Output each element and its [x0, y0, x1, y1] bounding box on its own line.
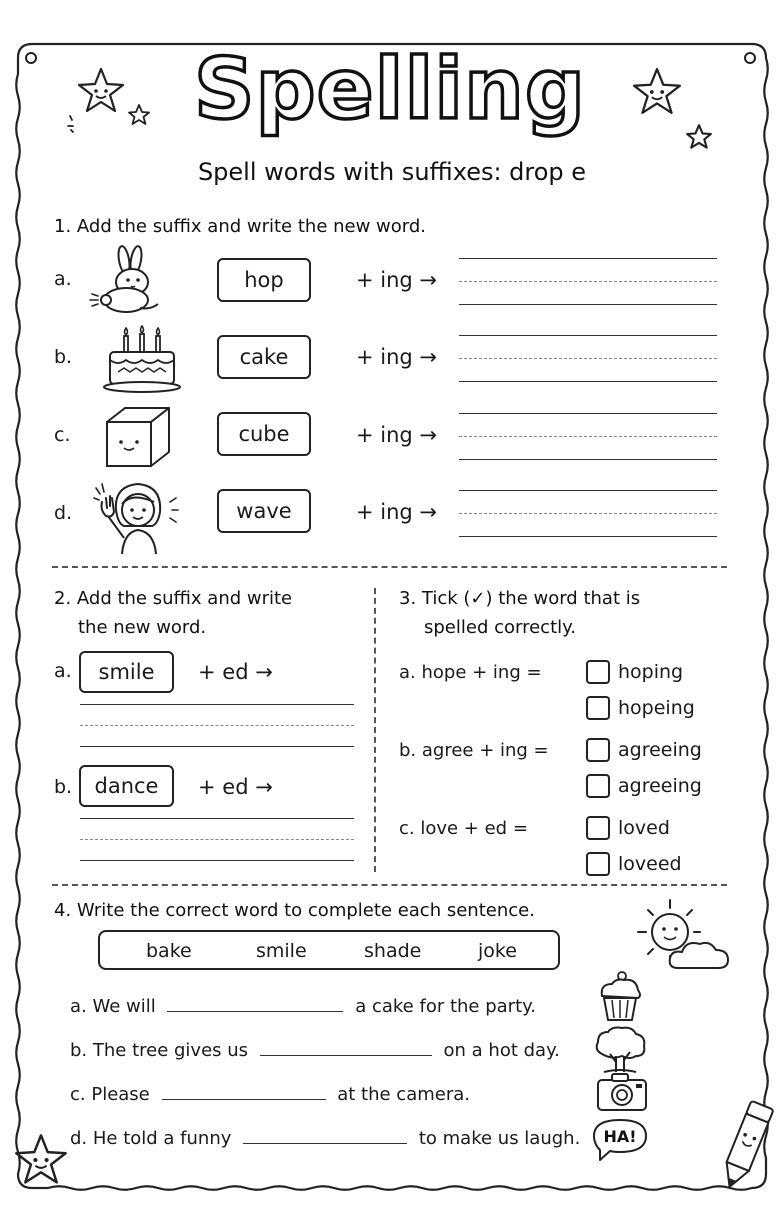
sentence-start: c. Please — [70, 1084, 150, 1105]
word-box: cube — [217, 412, 311, 456]
section2-heading: 2. Add the suffix and write — [54, 588, 293, 609]
sentence — [70, 1126, 580, 1149]
sentence-end: a cake for the party. — [355, 996, 536, 1017]
suffix-label: + ing → — [356, 500, 438, 524]
sentence-end: at the camera. — [337, 1084, 470, 1105]
suffix-label: + ed → — [198, 775, 273, 799]
answer-line[interactable] — [459, 459, 717, 460]
smiling-star-icon — [12, 1132, 70, 1188]
section1-heading: 1. Add the suffix and write the new word. — [54, 216, 427, 237]
word-bank-item: shade — [364, 940, 422, 962]
ha-bubble-icon — [592, 1116, 650, 1162]
column-divider — [374, 588, 376, 872]
writing-line-mid — [459, 358, 717, 359]
tick-option: loved — [618, 817, 670, 839]
word-box: hop — [217, 258, 311, 302]
pin-hole-icon — [745, 53, 755, 63]
sun-cloud-icon — [630, 896, 732, 976]
writing-line-top — [459, 335, 717, 336]
cube-icon — [103, 404, 173, 470]
section4-heading: 4. Write the correct word to complete each sentence. — [54, 900, 535, 921]
tree-icon — [592, 1024, 648, 1076]
cupcake-icon — [598, 970, 642, 1022]
sentence-start: b. The tree gives us — [70, 1040, 249, 1061]
section-divider — [52, 884, 727, 886]
writing-line-mid — [459, 281, 717, 282]
writing-line-mid — [459, 513, 717, 514]
star-icon — [686, 124, 712, 150]
cake-icon — [102, 326, 182, 394]
bunny-icon — [88, 244, 172, 316]
sentence — [70, 1082, 470, 1105]
item-letter: d. — [54, 502, 73, 524]
answer-blank[interactable] — [260, 1038, 432, 1056]
answer-line[interactable] — [459, 304, 717, 305]
suffix-label: + ing → — [356, 423, 438, 447]
answer-line[interactable] — [80, 860, 354, 861]
sentence — [70, 994, 536, 1017]
tick-prompt: a. hope + ing = — [399, 662, 542, 683]
sentence-end: on a hot day. — [443, 1040, 560, 1061]
smiling-star-icon — [76, 66, 126, 116]
section2-heading-cont: the new word. — [78, 617, 207, 638]
ha-text: HA! — [603, 1127, 637, 1146]
tick-checkbox[interactable] — [586, 738, 610, 762]
writing-line-top — [459, 490, 717, 491]
section3-heading-cont: spelled correctly. — [424, 617, 576, 638]
writing-line-top — [80, 704, 354, 705]
answer-line[interactable] — [459, 536, 717, 537]
page-title: Spelling — [194, 40, 586, 138]
item-letter: c. — [54, 424, 71, 446]
sentence-end: to make us laugh. — [418, 1128, 581, 1149]
answer-line[interactable] — [80, 746, 354, 747]
tick-option: hoping — [618, 661, 684, 683]
suffix-label: + ing → — [356, 345, 438, 369]
word-bank-item: joke — [478, 940, 517, 962]
writing-line-mid — [80, 725, 354, 726]
tick-checkbox[interactable] — [586, 852, 610, 876]
waving-girl-icon — [92, 476, 182, 556]
tick-option: hopeing — [618, 697, 695, 719]
writing-line-top — [80, 818, 354, 819]
writing-line-mid — [459, 436, 717, 437]
sparkle-icon — [66, 112, 84, 134]
tick-prompt: c. love + ed = — [399, 818, 528, 839]
word-box: wave — [217, 489, 311, 533]
word-bank-item: smile — [256, 940, 307, 962]
sentence-start: a. We will — [70, 996, 156, 1017]
section-divider — [52, 566, 727, 568]
answer-blank[interactable] — [167, 994, 343, 1012]
word-box: dance — [79, 765, 174, 807]
item-letter: b. — [54, 346, 73, 368]
sentence — [70, 1038, 560, 1061]
word-bank-item: bake — [146, 940, 192, 962]
pencil-icon — [716, 1098, 776, 1194]
tick-prompt: b. agree + ing = — [399, 740, 549, 761]
writing-line-mid — [80, 839, 354, 840]
word-box: cake — [217, 335, 311, 379]
suffix-label: + ing → — [356, 268, 438, 292]
writing-line-top — [459, 258, 717, 259]
answer-line[interactable] — [459, 381, 717, 382]
item-letter: a. — [54, 660, 72, 682]
answer-blank[interactable] — [162, 1082, 326, 1100]
star-icon — [128, 104, 150, 126]
tick-option: agreeing — [618, 775, 702, 797]
pin-hole-icon — [26, 53, 36, 63]
word-bank — [98, 930, 560, 970]
answer-blank[interactable] — [243, 1126, 407, 1144]
word-box: smile — [79, 651, 174, 693]
tick-checkbox[interactable] — [586, 696, 610, 720]
item-letter: a. — [54, 268, 72, 290]
smiling-star-icon — [630, 66, 684, 118]
item-letter: b. — [54, 776, 73, 798]
writing-line-top — [459, 413, 717, 414]
tick-option: agreeing — [618, 739, 702, 761]
camera-icon — [596, 1072, 648, 1112]
section3-heading: 3. Tick (✓) the word that is — [399, 588, 641, 609]
tick-checkbox[interactable] — [586, 816, 610, 840]
tick-checkbox[interactable] — [586, 774, 610, 798]
tick-option: loveed — [618, 853, 682, 875]
page-subtitle: Spell words with suffixes: drop e — [197, 158, 587, 186]
suffix-label: + ed → — [198, 660, 273, 684]
sentence-start: d. He told a funny — [70, 1128, 232, 1149]
tick-checkbox[interactable] — [586, 660, 610, 684]
